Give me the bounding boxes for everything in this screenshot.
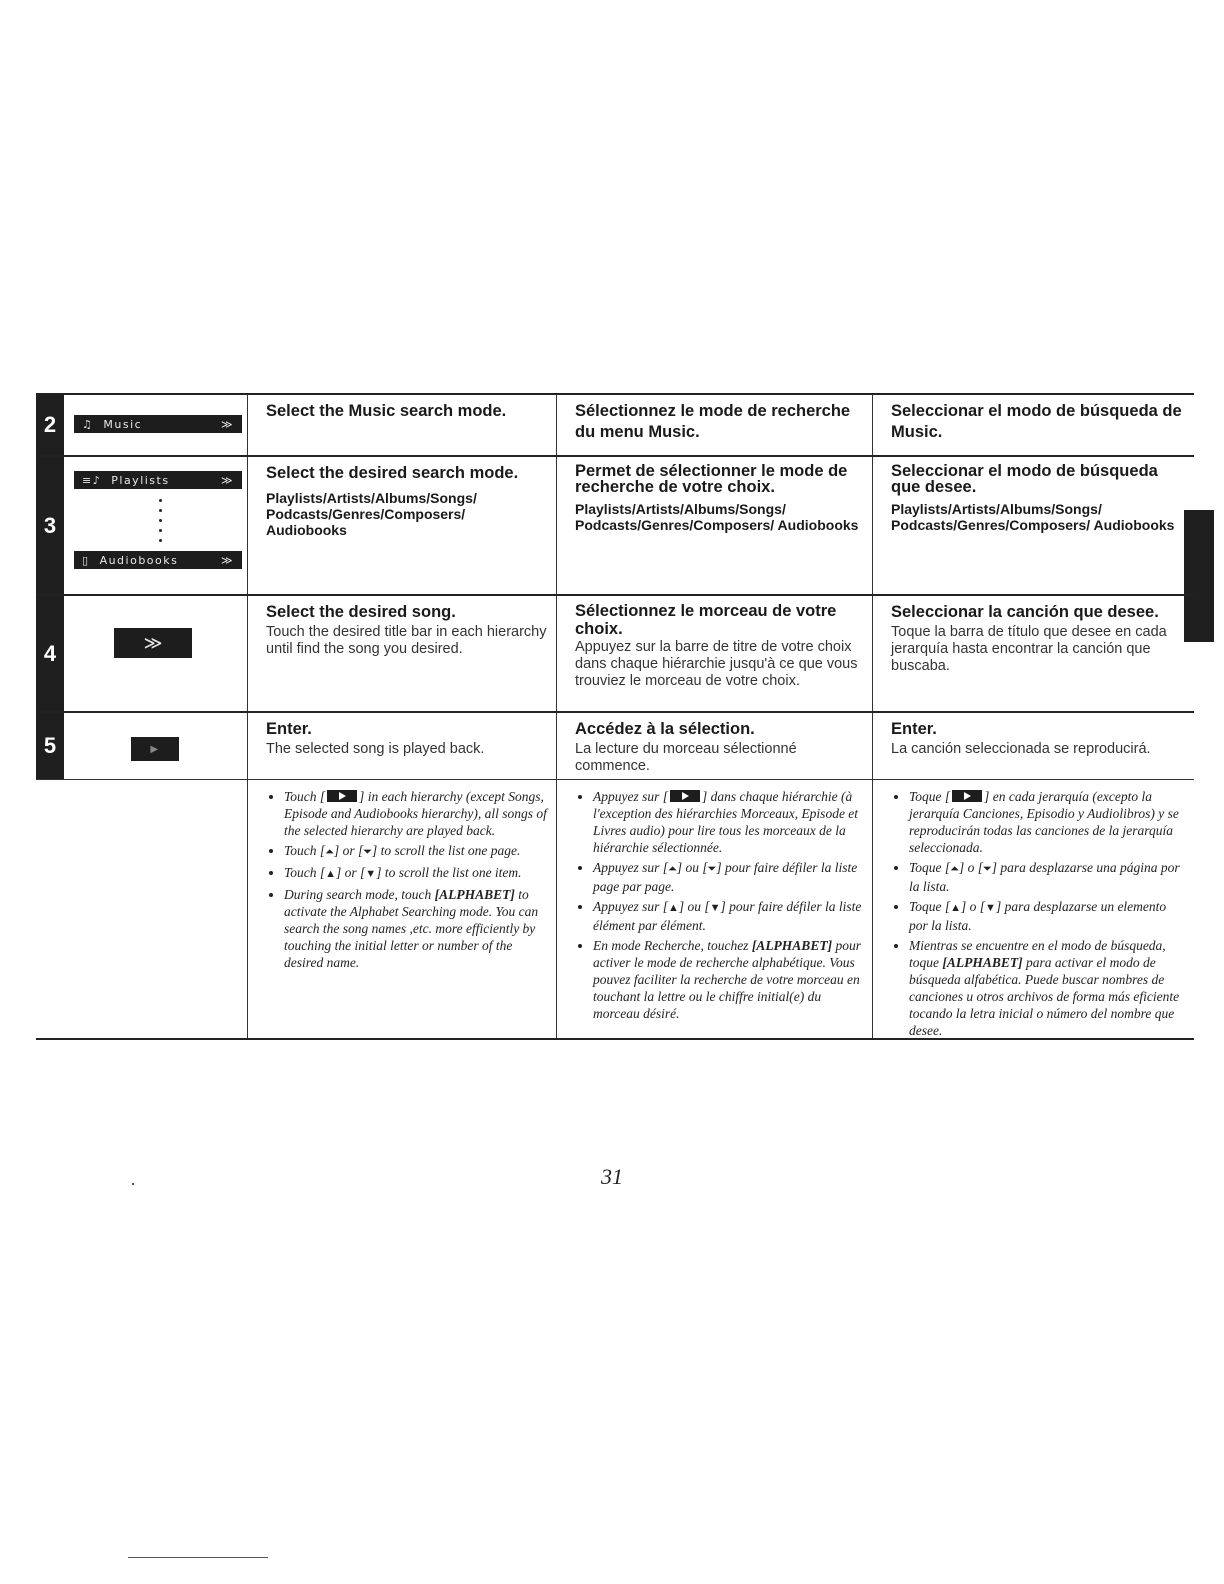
step-title-es: Seleccionar la canción que desee. [891, 603, 1159, 621]
step-number: 4 [36, 596, 64, 711]
playlist-icon: ≡♪ [82, 473, 102, 487]
note-item: • Appuyez sur [ ] dans chaque hiérarchie (à l'exception des hiérarchies Morceaux, Episode et Livres audio) pour lire tous les morceaux de la hiérarchie sélectionnée. [593, 788, 864, 856]
step-desc-fr: La lecture du morceau sélectionné commence. [575, 741, 797, 774]
page-down-icon: ⏷ [982, 863, 992, 875]
notes-fr [557, 780, 873, 1038]
step-number: 5 [36, 713, 64, 779]
step-desc-en: The selected song is played back. [266, 741, 485, 757]
step-desc-es: Toque la barra de título que desee en cada jerarquía hasta encontrar la canción que buscaba. [891, 624, 1167, 674]
page-up-icon: ⏶ [668, 863, 677, 875]
step-subtitle-fr: Playlists/Artists/Albums/Songs/ Podcasts/Genres/Composers/ Audiobooks [575, 501, 859, 533]
step-title-es: Enter. [891, 720, 937, 738]
note-item: • Toque [▲] o [▼] para desplazarse un elemento por la lista. [909, 898, 1186, 934]
step-screen-5 [36, 713, 248, 779]
item-up-icon: ▲ [668, 902, 679, 914]
play-icon: ▶ [150, 743, 160, 755]
step-2-en [248, 395, 557, 455]
step-title-es: Seleccionar el modo de búsqueda que desee. [891, 462, 1158, 496]
step-title-fr: Sélectionnez le morceau de votre choix. [575, 602, 837, 638]
step-5-en [248, 713, 557, 779]
page-up-icon: ⏶ [950, 863, 959, 875]
note-item: • Appuyez sur [⏶] ou [⏷] pour faire défiler la liste page par page. [593, 859, 864, 895]
note-item: • Toque [ ] en cada jerarquía (excepto la jerarquía Canciones, Episodio y Audiolibros) y se reproducirán todas las canciones de la jerarquía seleccionada. [909, 788, 1186, 856]
step-3-fr [557, 457, 873, 594]
notes-row [36, 779, 1194, 1040]
book-icon: ▯ [82, 553, 90, 567]
step-title-es: Seleccionar el modo de búsqueda de Music. [891, 402, 1182, 441]
ellipsis-vertical-icon [159, 499, 163, 549]
step-screen-3 [36, 457, 248, 594]
footer-rule [128, 1557, 268, 1558]
playlists-bar-label: Playlists [111, 473, 170, 487]
step-number: 2 [36, 395, 64, 455]
step-3-es [873, 457, 1194, 594]
page-down-icon: ⏷ [707, 863, 717, 875]
play-button[interactable] [131, 737, 179, 761]
audiobooks-bar-label: Audiobooks [99, 553, 179, 567]
step-4-fr [557, 596, 873, 711]
item-up-icon: ▲ [950, 902, 962, 914]
audiobooks-bar[interactable] [74, 551, 242, 569]
step-title-en: Select the desired search mode. [266, 464, 519, 482]
step-4-en [248, 596, 557, 711]
step-desc-es: La canción seleccionada se reproducirá. [891, 741, 1151, 757]
play-icon [327, 790, 357, 802]
step-number: 3 [36, 457, 64, 594]
step-5-es [873, 713, 1194, 779]
note-item: • Touch [ ] in each hierarchy (except Songs, Episode and Audiobooks hierarchy), all songs of the selected hierarchy are played back. [284, 788, 548, 839]
item-down-icon: ▼ [365, 868, 377, 880]
step-title-fr: Permet de sélectionner le mode de recherche de votre choix. [575, 462, 848, 496]
note-item: • Touch [▲] or [▼] to scroll the list one item. [284, 864, 548, 883]
note-item: • En mode Recherche, touchez [ALPHABET] pour activer le mode de recherche alphabétique. Vous pouvez faciliter la recherche de votre morceau en touchant la lettre ou le chiffre initial(e) du morceau désiré. [593, 937, 864, 1022]
notes-blank [36, 780, 248, 1038]
notes-list-es [891, 788, 1186, 1039]
step-title-en: Select the desired song. [266, 603, 456, 621]
step-desc-en: Touch the desired title bar in each hierarchy until find the song you desired. [266, 624, 547, 657]
music-bar[interactable] [74, 415, 242, 433]
step-screen-2 [36, 395, 248, 455]
chevron-right-icon: ≫ [220, 553, 234, 567]
play-icon [670, 790, 700, 802]
step-subtitle-en: Playlists/Artists/Albums/Songs/ Podcasts/Genres/Composers/ Audiobooks [266, 490, 477, 538]
next-level-button[interactable] [114, 628, 192, 658]
notes-en [248, 780, 557, 1038]
music-note-icon: ♫ [82, 417, 94, 431]
step-row-4 [36, 594, 1194, 711]
notes-list-en [266, 788, 548, 971]
note-item: • During search mode, touch [ALPHABET] to activate the Alphabet Searching mode. You can search the song names ,etc. more efficiently by touching the initial letter or number of the desired name. [284, 886, 548, 971]
item-down-icon: ▼ [709, 902, 721, 914]
step-4-es [873, 596, 1194, 711]
note-item: • Appuyez sur [▲] ou [▼] pour faire défiler la liste élément par élément. [593, 898, 864, 934]
item-down-icon: ▼ [985, 902, 996, 914]
step-screen-4 [36, 596, 248, 711]
play-icon [952, 790, 982, 802]
step-title-fr: Sélectionnez le mode de recherche du menu Music. [575, 402, 851, 441]
step-3-en [248, 457, 557, 594]
page-up-icon: ⏶ [325, 846, 334, 858]
page-number: 31 [601, 1164, 623, 1189]
notes-list-fr [575, 788, 864, 1022]
item-up-icon: ▲ [325, 868, 337, 880]
step-row-5 [36, 711, 1194, 779]
chevron-right-icon: ≫ [143, 632, 163, 654]
step-subtitle-es: Playlists/Artists/Albums/Songs/ Podcasts/Genres/Composers/ Audiobooks [891, 501, 1175, 533]
note-item: • Touch [⏶] or [⏷] to scroll the list one page. [284, 842, 548, 861]
step-row-2 [36, 393, 1194, 455]
notes-es [873, 780, 1194, 1038]
step-title-en: Enter. [266, 720, 312, 738]
instruction-table [36, 393, 1194, 1040]
step-desc-fr: Appuyez sur la barre de titre de votre choix dans chaque hiérarchie jusqu'à ce que vous trouviez le morceau de votre choix. [575, 639, 858, 689]
page-down-icon: ⏷ [363, 846, 373, 858]
step-title-en: Select the Music search mode. [266, 402, 507, 420]
step-row-3 [36, 455, 1194, 594]
step-title-fr: Accédez à la sélection. [575, 720, 755, 738]
note-item: • Toque [⏶] o [⏷] para desplazarse una página por la lista. [909, 859, 1186, 895]
chevron-right-icon: ≫ [220, 417, 234, 431]
step-2-fr [557, 395, 873, 455]
music-bar-label: Music [103, 417, 143, 431]
step-5-fr [557, 713, 873, 779]
step-2-es [873, 395, 1194, 455]
playlists-bar[interactable] [74, 471, 242, 489]
note-item: • Mientras se encuentre en el modo de búsqueda, toque [ALPHABET] para activar el modo de búsqueda alfabética. Puede buscar nombres de canciones u otros archivos de forma más eficiente tocando la letra inicial o número del nombre que desee. [909, 937, 1186, 1039]
chevron-right-icon: ≫ [220, 473, 234, 487]
